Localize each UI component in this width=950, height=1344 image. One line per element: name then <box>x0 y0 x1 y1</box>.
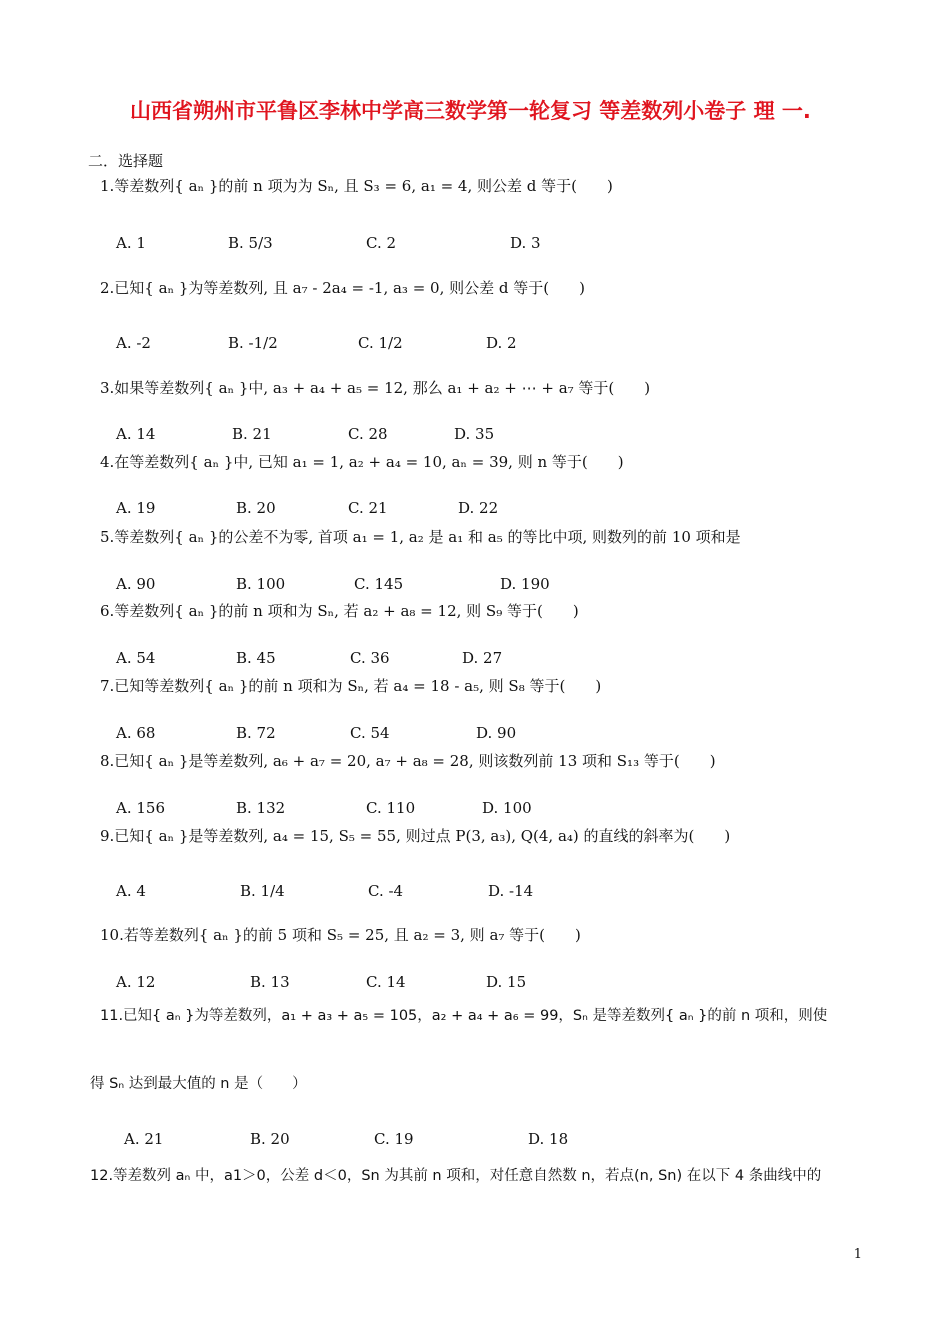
option-c: C. 110 <box>366 799 416 817</box>
option-a: A. 54 <box>116 649 156 667</box>
option-d: D. -14 <box>488 882 534 900</box>
options-2 <box>116 334 856 356</box>
option-b: B. 21 <box>232 425 272 443</box>
option-c: C. 14 <box>366 973 406 991</box>
option-c: C. 19 <box>374 1130 414 1148</box>
option-d: D. 18 <box>528 1130 569 1148</box>
question-8: 8.已知{ aₙ }是等差数列, a₆ + a₇ = 20, a₇ + a₈ = 28, 则该数列前 13 项和 S₁₃ 等于( ) <box>100 752 716 770</box>
page-title: 山西省朔州市平鲁区李林中学高三数学第一轮复习 等差数列小卷子 理 一. <box>130 99 811 123</box>
question-11-continued: 得 Sₙ 达到最大值的 n 是（ ） <box>90 1076 307 1092</box>
options-9 <box>116 882 856 904</box>
question-3: 3.如果等差数列{ aₙ }中, a₃ + a₄ + a₅ = 12, 那么 a₁ + a₂ + ⋯ + a₇ 等于( ) <box>100 379 651 397</box>
question-7: 7.已知等差数列{ aₙ }的前 n 项和为 Sₙ, 若 a₄ = 18 - a₅, 则 S₈ 等于( ) <box>100 677 602 695</box>
question-9: 9.已知{ aₙ }是等差数列, a₄ = 15, S₅ = 55, 则过点 P(3, a₃), Q(4, a₄) 的直线的斜率为( ) <box>100 827 731 845</box>
option-b: B. 45 <box>236 649 276 667</box>
options-1 <box>116 234 856 256</box>
option-c: C. 54 <box>350 724 390 742</box>
option-a: A. 19 <box>116 499 156 517</box>
option-d: D. 35 <box>454 425 495 443</box>
option-d: D. 27 <box>462 649 503 667</box>
option-c: C. 21 <box>348 499 388 517</box>
options-10 <box>116 973 856 995</box>
options-6 <box>116 649 856 671</box>
options-11 <box>124 1130 864 1152</box>
option-a: A. 90 <box>116 575 156 593</box>
options-4 <box>116 499 856 521</box>
option-a: A. 1 <box>116 234 146 252</box>
question-2: 2.已知{ aₙ }为等差数列, 且 a₇ - 2a₄ = -1, a₃ = 0, 则公差 d 等于( ) <box>100 279 585 297</box>
option-b: B. -1/2 <box>228 334 278 352</box>
option-b: B. 1/4 <box>240 882 285 900</box>
section-heading: 二．选择题 <box>88 152 164 170</box>
option-a: A. 156 <box>116 799 165 817</box>
question-6: 6.等差数列{ aₙ }的前 n 项和为 Sₙ, 若 a₂ + a₈ = 12, 则 S₉ 等于( ) <box>100 602 579 620</box>
option-d: D. 190 <box>500 575 550 593</box>
option-a: A. 4 <box>116 882 146 900</box>
option-a: A. -2 <box>116 334 151 352</box>
option-d: D. 15 <box>486 973 527 991</box>
option-c: C. 145 <box>354 575 404 593</box>
option-a: A. 68 <box>116 724 156 742</box>
option-b: B. 100 <box>236 575 286 593</box>
options-3 <box>116 425 856 447</box>
page-number: 1 <box>853 1247 862 1262</box>
option-c: C. -4 <box>368 882 404 900</box>
option-d: D. 3 <box>510 234 541 252</box>
options-5 <box>116 575 856 597</box>
option-d: D. 22 <box>458 499 499 517</box>
option-b: B. 13 <box>250 973 290 991</box>
option-b: B. 5/3 <box>228 234 273 252</box>
option-c: C. 1/2 <box>358 334 403 352</box>
option-c: C. 2 <box>366 234 397 252</box>
question-5: 5.等差数列{ aₙ }的公差不为零, 首项 a₁ = 1, a₂ 是 a₁ 和 a₅ 的等比中项, 则数列的前 10 项和是 <box>100 528 741 546</box>
option-b: B. 132 <box>236 799 286 817</box>
question-4: 4.在等差数列{ aₙ }中, 已知 a₁ = 1, a₂ + a₄ = 10, aₙ = 39, 则 n 等于( ) <box>100 453 624 471</box>
option-a: A. 12 <box>116 973 156 991</box>
option-b: B. 20 <box>236 499 276 517</box>
option-c: C. 36 <box>350 649 390 667</box>
options-8 <box>116 799 856 821</box>
option-d: D. 2 <box>486 334 517 352</box>
option-a: A. 21 <box>124 1130 164 1148</box>
question-10: 10.若等差数列{ aₙ }的前 5 项和 S₅ = 25, 且 a₂ = 3, 则 a₇ 等于( ) <box>100 926 581 944</box>
question-12: 12.等差数列 aₙ 中，a1＞0，公差 d＜0，Sn 为其前 n 项和，对任意自然数 n，若点(n, Sn) 在以下 4 条曲线中的 <box>90 1168 822 1184</box>
question-11: 11.已知{ aₙ }为等差数列，a₁ + a₃ + a₅ = 105，a₂ + a₄ + a₆ = 99，Sₙ 是等差数列{ aₙ }的前 n 项和，则使 <box>100 1008 828 1024</box>
option-b: B. 72 <box>236 724 276 742</box>
option-d: D. 90 <box>476 724 517 742</box>
option-a: A. 14 <box>116 425 156 443</box>
option-d: D. 100 <box>482 799 532 817</box>
option-b: B. 20 <box>250 1130 290 1148</box>
option-c: C. 28 <box>348 425 388 443</box>
question-1: 1.等差数列{ aₙ }的前 n 项为为 Sₙ, 且 S₃ = 6, a₁ = 4, 则公差 d 等于( ) <box>100 177 613 195</box>
options-7 <box>116 724 856 746</box>
